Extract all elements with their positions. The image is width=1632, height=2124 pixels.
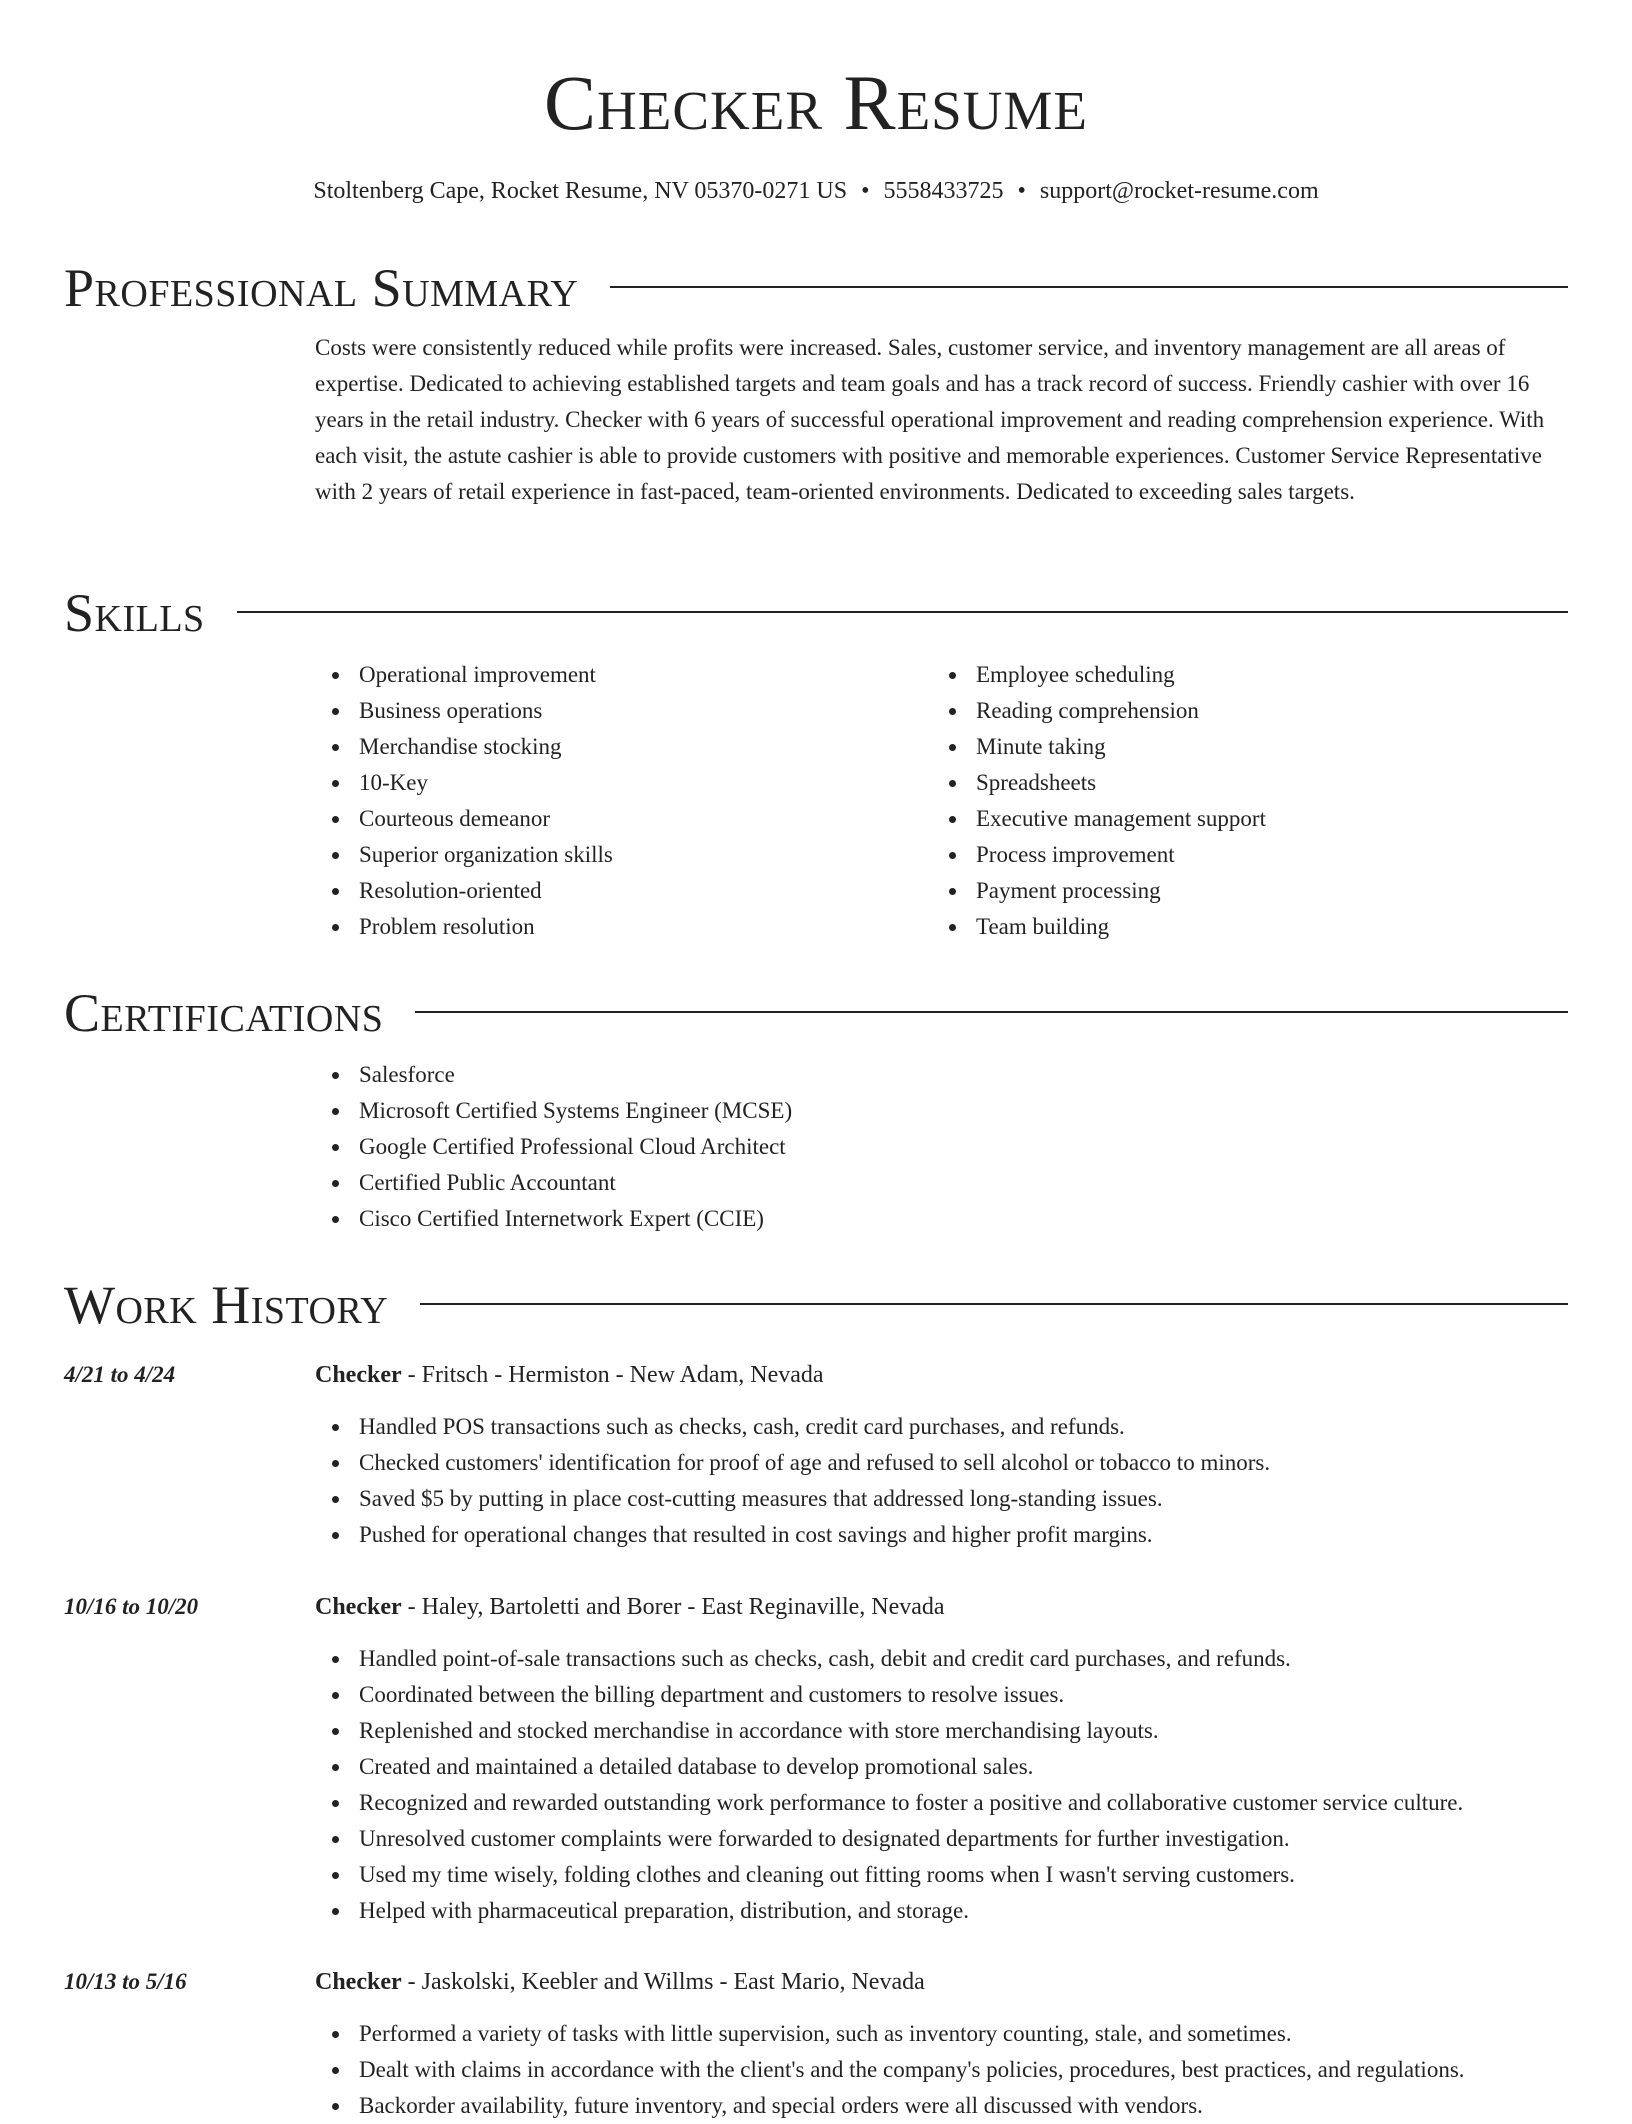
job-entry [64,1589,1568,1929]
summary-section [64,256,1568,510]
skill-item: Reading comprehension [932,693,1549,729]
skill-item: Employee scheduling [932,657,1549,693]
skill-item: Resolution-oriented [315,873,932,909]
job-employer-location: - Fritsch - Hermiston - New Adam, Nevada [401,1362,824,1388]
job-bullet: Coordinated between the billing department and customers to resolve issues. [315,1677,1568,1713]
resume-title: Checker Resume [544,59,1088,146]
job-bullets [315,1641,1568,1929]
skill-item: Executive management support [932,801,1549,837]
contact-email: support@rocket-resume.com [1039,178,1319,204]
section-divider [415,1011,1568,1013]
job-header [64,1964,1568,2000]
certifications-content [315,1045,1568,1237]
job-header [64,1589,1568,1625]
certification-item: Certified Public Accountant [315,1165,1568,1201]
job-bullet: Created and maintained a detailed database to develop promotional sales. [315,1749,1568,1785]
certifications-list [315,1045,1568,1237]
job-employer-location: - Haley, Bartoletti and Borer - East Reginaville, Nevada [401,1594,945,1620]
skill-item: Spreadsheets [932,765,1549,801]
job-title: Checker [315,1362,402,1388]
skills-column-right [932,657,1549,945]
skills-grid [315,645,1568,945]
skills-column-left [315,657,932,945]
skill-item: Courteous demeanor [315,801,932,837]
job-entry [64,1357,1568,1553]
contact-phone: 5558433725 [883,178,1004,204]
skill-item: Operational improvement [315,657,932,693]
skills-content [315,645,1568,945]
job-bullet: Backorder availability, future inventory, and special orders were all discussed with vendors. [315,2088,1568,2124]
job-bullet: Dealt with claims in accordance with the client's and the company's policies, procedures, best practices, and regulations. [315,2052,1568,2088]
skills-section [64,581,1568,945]
job-bullet: Recognized and rewarded outstanding work performance to foster a positive and collaborative customer service culture. [315,1785,1568,1821]
contact-separator: • [1017,178,1026,204]
skill-item: Superior organization skills [315,837,932,873]
job-title: Checker [315,1969,402,1995]
section-title: Work History [64,1275,389,1335]
job-title: Checker [315,1594,402,1620]
job-bullet: Handled point-of-sale transactions such as checks, cash, debit and credit card purchases, and refunds. [315,1641,1568,1677]
job-bullet: Helped with pharmaceutical preparation, distribution, and storage. [315,1893,1568,1929]
section-header [64,581,1568,645]
skill-item: Minute taking [932,729,1549,765]
summary-content [315,320,1568,510]
job-bullets [315,2016,1568,2124]
certification-item: Salesforce [315,1057,1568,1093]
section-header [64,981,1568,1045]
contact-separator: • [861,178,870,204]
skill-item: Process improvement [932,837,1549,873]
skill-item: Team building [932,909,1549,945]
job-bullet: Handled POS transactions such as checks, cash, credit card purchases, and refunds. [315,1409,1568,1445]
section-title: Professional Summary [64,258,579,318]
job-dates: 10/16 to 10/20 [64,1594,199,1619]
job-header [64,1357,1568,1393]
job-dates: 4/21 to 4/24 [64,1362,176,1387]
certification-item: Google Certified Professional Cloud Architect [315,1129,1568,1165]
job-bullet: Pushed for operational changes that resulted in cost savings and higher profit margins. [315,1517,1568,1553]
section-header [64,256,1568,320]
job-bullet: Used my time wisely, folding clothes and cleaning out fitting rooms when I wasn't serving customers. [315,1857,1568,1893]
section-divider [237,611,1568,613]
skill-item: Merchandise stocking [315,729,932,765]
certifications-section [64,981,1568,1237]
summary-text: Costs were consistently reduced while profits were increased. Sales, customer service, and inventory management are all areas of expertise. Dedicated to achieving established targets and team goals and has a track record of success. Friendly cashier with over 16 years in the retail industry. Checker with 6 years of successful operational improvement and reading comprehension experience. With each visit, the astute cashier is able to provide customers with positive and memorable experiences. Customer Service Representative with 2 years of retail experience in fast-paced, team-oriented environments. Dedicated to exceeding sales targets. [315,335,1545,504]
skill-item: Problem resolution [315,909,932,945]
work-history-section [64,1273,1568,1337]
section-divider [420,1303,1568,1305]
certification-item: Cisco Certified Internetwork Expert (CCIE) [315,1201,1568,1237]
section-divider [610,286,1568,288]
job-title-line [315,1589,945,1625]
job-bullet: Replenished and stocked merchandise in accordance with store merchandising layouts. [315,1713,1568,1749]
skill-item: Business operations [315,693,932,729]
section-header [64,1273,1568,1337]
skill-item: 10-Key [315,765,932,801]
job-bullet: Saved $5 by putting in place cost-cutting measures that addressed long-standing issues. [315,1481,1568,1517]
job-entry [64,1964,1568,2124]
contact-line [64,175,1568,207]
contact-address: Stoltenberg Cape, Rocket Resume, NV 05370-0271 US [313,178,848,204]
section-title: Certifications [64,983,384,1043]
section-title: Skills [64,583,205,643]
job-bullet: Performed a variety of tasks with little supervision, such as inventory counting, stale, and sometimes. [315,2016,1568,2052]
job-bullet: Unresolved customer complaints were forwarded to designated departments for further investigation. [315,1821,1568,1857]
job-title-line [315,1357,824,1393]
job-dates: 10/13 to 5/16 [64,1969,187,1994]
job-title-line [315,1964,925,2000]
job-bullets [315,1409,1568,1553]
job-bullet: Checked customers' identification for proof of age and refused to sell alcohol or tobacco to minors. [315,1445,1568,1481]
certification-item: Microsoft Certified Systems Engineer (MCSE) [315,1093,1568,1129]
skill-item: Payment processing [932,873,1549,909]
job-employer-location: - Jaskolski, Keebler and Willms - East Mario, Nevada [401,1969,925,1995]
